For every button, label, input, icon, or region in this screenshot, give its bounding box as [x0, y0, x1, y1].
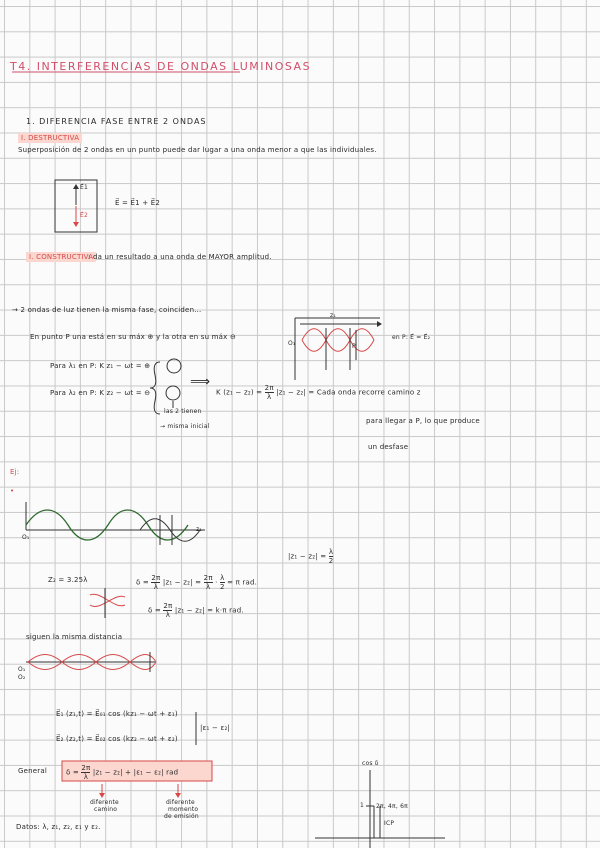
- constructiva-text: : da un resultado a una onda de MAYOR amplitud.: [88, 253, 272, 261]
- onda1-line: Para λ₁ en P: K z₁ − ωt = ⊕: [50, 362, 151, 370]
- e1-label: E⃗1: [80, 184, 89, 191]
- las2-note: las 2 tienen: [164, 408, 202, 415]
- delta-destructive: δ = $\frac{2\pi}{\lambda}$ |z₁ − z₂| = $\frac{2\pi}{\lambda}$ · $\frac{\lambda}{2}$ = π rad.: [136, 574, 258, 591]
- cos-ticks-label: 2π, 4π, 6π: [376, 803, 408, 810]
- e1-wave-equation: E⃗₁ (z₁,t) = E⃗₀₁ cos (kz₁ − ωt + ε₁): [56, 710, 178, 718]
- general-label: General: [18, 767, 47, 775]
- e2-label: E⃗2: [80, 212, 89, 219]
- superposicion-text: Superposición de 2 ondas en un punto puede dar lugar a una onda menor a que las individuales.: [18, 146, 377, 154]
- misma-note: → misma inicial: [160, 423, 210, 430]
- general-formula: δ = $\frac{2\pi}{\lambda}$ |z₁ − z₂| + |ε₁ − ε₂| rad: [66, 764, 179, 781]
- punto-p-line: En punto P una está en su máx ⊕ y la otra en su máx ⊖: [30, 333, 237, 341]
- destructiva-label: I. DESTRUCTIVA: [18, 133, 82, 143]
- o1-braid-label: O₁: [18, 666, 26, 673]
- note-diferente-camino-a: diferente: [90, 799, 119, 806]
- note-diferente-momento-c: de emisión: [164, 813, 199, 820]
- o1-wave-label: O₁: [22, 534, 30, 541]
- o2-braid-label: O₂: [18, 674, 26, 681]
- z1-diagram-label: z₁: [330, 312, 336, 319]
- note-diferente-momento-a: diferente: [166, 799, 195, 806]
- en-p-label: en P: E⃗ = E⃗₂: [392, 334, 431, 341]
- desfase-line: un desfase: [368, 443, 409, 451]
- icp-label: ICP: [384, 820, 395, 827]
- ej-label: Ej:: [10, 468, 20, 476]
- p-diagram-label: P: [352, 343, 356, 350]
- datos-line: Datos: λ, z₁, z₂, ε₁ y ε₂.: [16, 823, 101, 831]
- note-diferente-momento-b: momento: [168, 806, 199, 813]
- onda2-line: Para λ₂ en P: K z₂ − ωt = ⊖: [50, 389, 151, 397]
- fase-line: → 2 ondas de luz tienen la misma fase, coinciden...: [12, 306, 202, 314]
- delta-constructive: δ = $\frac{2\pi}{\lambda}$ |z₁ − z₂| = k·π rad.: [148, 602, 244, 619]
- z2-value: Z₂ = 3.25λ: [48, 576, 88, 584]
- para-llegar-line: para llegar a P, lo que produce: [366, 417, 480, 425]
- o1-diagram-label: O₁: [288, 340, 296, 347]
- epsilon-difference: |ε₁ − ε₂|: [200, 724, 231, 732]
- implies-arrow: ⟹: [190, 374, 211, 390]
- e2-wave-equation: E⃗₂ (z₂,t) = E⃗₀₂ cos (kz₂ − ωt + ε₂): [56, 735, 178, 743]
- vector-sum-equation: E⃗ = E⃗1 + E⃗2: [115, 199, 161, 207]
- cos-one-label: 1: [360, 802, 365, 809]
- note-diferente-camino-b: camino: [94, 806, 118, 813]
- section-heading: 1. DIFERENCIA FASE ENTRE 2 ONDAS: [26, 117, 207, 126]
- page-title: T4. INTERFERENCIAS DE ONDAS LUMINOSAS: [10, 60, 312, 73]
- constructiva-label: I. CONSTRUCTIVA: [26, 252, 96, 262]
- z1-wave-label: z₁: [196, 526, 202, 533]
- phase-formula: K (z₁ − z₂) = $\frac{2\pi}{\lambda}$ |z₁ − z₂| = Cada onda recorre camino z: [216, 384, 421, 401]
- ej-bullet: •: [10, 487, 15, 495]
- siguen-text: siguen la misma distancia: [26, 633, 123, 641]
- cos-delta-label: cos δ: [362, 760, 379, 767]
- path-difference: |z₁ − z₂| = $\frac{\lambda}{2}$: [288, 548, 334, 565]
